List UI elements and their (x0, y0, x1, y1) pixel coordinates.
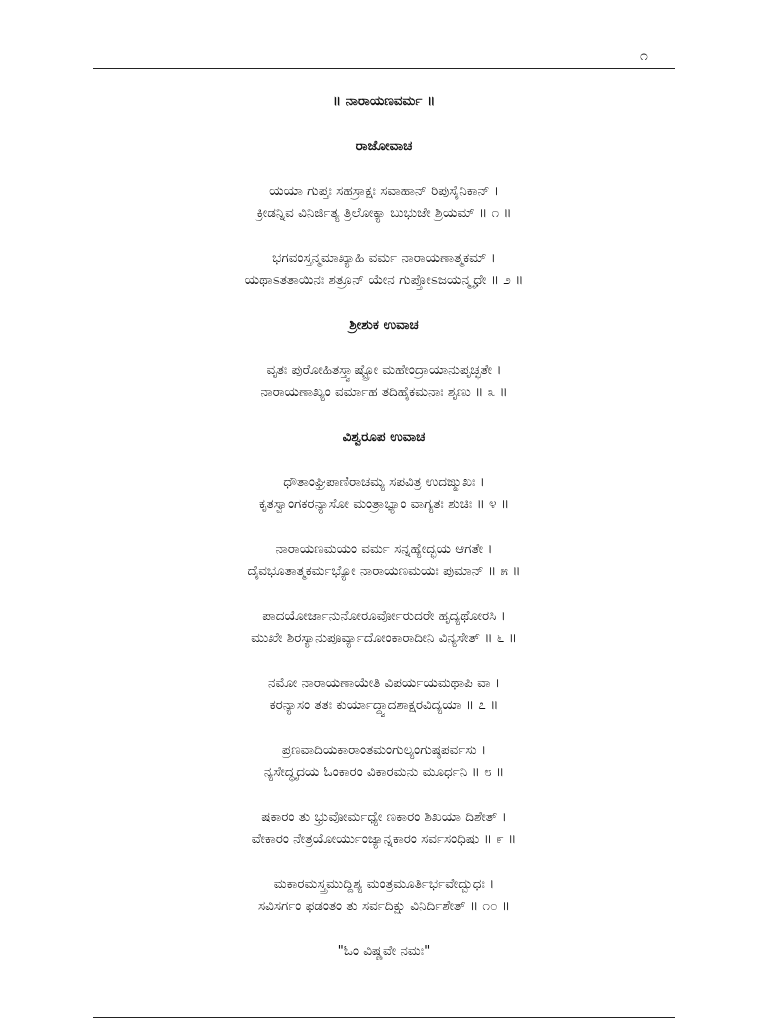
verse-line: ಯಥಾಽತತಾಯಿನಃ ಶತ್ರೂನ್ ಯೇನ ಗುಪ್ತೋಽಜಯನ್ಮೃಧೇ ॥ ೨ ॥ (244, 272, 524, 288)
verse-block (93, 605, 675, 649)
verse-line: ಧೌತಾಂಘ್ರಿಪಾಣಿರಾಚಮ್ಯ ಸಪವಿತ್ರ ಉದಙ್ಮುಖಃ । (283, 474, 485, 490)
block-spacer (93, 224, 675, 247)
verse-line: ನ್ಯಸೇದ್ಧೃದಯ ಓಂಕಾರಂ ವಿಕಾರಮನು ಮೂರ್ಧನಿ ॥ ೮ ॥ (263, 764, 505, 780)
heading-text: ರಾಜೋವಾಚ (355, 138, 413, 154)
verse-block (93, 359, 675, 403)
verse-block (93, 471, 675, 515)
verse-line: ಕರನ್ಯಾಸಂ ತತಃ ಕುರ್ಯಾದ್ದ್ವಾದಶಾಕ್ಷರವಿದ್ಯಯಾ ॥ ೭ ॥ (269, 697, 499, 713)
verse-line: ಷಕಾರಂ ತು ಭ್ರುವೋರ್ಮಧ್ಯೇ ಣಕಾರಂ ಶಿಖಯಾ ದಿಶೇತ್ । (261, 809, 507, 825)
verse-block (93, 538, 675, 582)
verse-line: ಪಾದಯೋರ್ಜಾನುನೋರೂರ್ವೋರುದರೇ ಹೃದ್ಯಥೋರಸಿ । (262, 608, 506, 624)
section-heading (93, 135, 675, 157)
verse-block (93, 672, 675, 716)
footer-rule (93, 1017, 675, 1018)
block-spacer (93, 716, 675, 739)
block-spacer (93, 515, 675, 538)
block-spacer (93, 850, 675, 873)
section-heading (93, 90, 675, 112)
section-heading (93, 314, 675, 336)
text-body (93, 90, 675, 962)
verse-line: ನಾರಾಯಣಾಖ್ಯಂ ವರ್ಮಾಹ ತದಿಹೈಕಮನಾಃ ಶೃಣು ॥ ೩ ॥ (260, 384, 508, 400)
verse-line: ಪ್ರಣವಾದಿಯಕಾರಾಂತಮಂಗುಲ್ಯಂಗುಷ್ಠಪರ್ವಸು । (281, 742, 487, 758)
block-spacer (93, 112, 675, 135)
verse-line: "ಓಂ ವಿಷ್ಣವೇ ನಮಃ" (337, 943, 431, 959)
block-spacer (93, 157, 675, 180)
verse-line: ಕೃತಸ್ವಾಂಗಕರನ್ಯಾಸೋ ಮಂತ್ರಾಭ್ಯಾಂ ವಾಗ್ಯತಃ ಶುಚಿಃ ॥ ೪ ॥ (258, 496, 510, 512)
block-spacer (93, 448, 675, 471)
verse-line: ವೇಕಾರಂ ನೇತ್ರಯೋರ್ಯುಂಜ್ಯಾನ್ನಕಾರಂ ಸರ್ವಸಂಧಿಷು ॥ ೯ ॥ (251, 831, 517, 847)
verse-line: ಕ್ರೀಡನ್ನಿವ ವಿನಿರ್ಜಿತ್ಯ ತ್ರಿಲೋಕ್ಯಾ ಬುಭುಜೇ ಶ್ರಿಯಮ್ ॥ ೧ ॥ (256, 205, 512, 221)
block-spacer (93, 582, 675, 605)
block-spacer (93, 649, 675, 672)
heading-text: ಶ್ರೀಶುಕ ಉವಾಚ (349, 317, 419, 333)
heading-text: ವಿಶ್ವರೂಪ ಉವಾಚ (342, 429, 426, 445)
verse-line: ಮುಖೇ ಶಿರಸ್ಯಾನುಪೂರ್ವ್ಯಾದೋಂಕಾರಾದೀನಿ ವಿನ್ಯಸೇತ್ ॥ ೬ ॥ (251, 630, 517, 646)
verse-line: ಭಗವಂಸ್ತನ್ಮಮಾಖ್ಯಾಹಿ ವರ್ಮ ನಾರಾಯಣಾತ್ಮಕಮ್ । (272, 250, 496, 266)
verse-line: ದೈವಭೂತಾತ್ಮಕರ್ಮಭ್ಯೋ ನಾರಾಯಣಮಯಃ ಪುಮಾನ್ ॥ ೫ ॥ (247, 563, 521, 579)
block-spacer (93, 291, 675, 314)
verse-line: ಯಯಾ ಗುಪ್ತಃ ಸಹಸ್ರಾಕ್ಷಃ ಸವಾಹಾನ್ ರಿಪುಸೈನಿಕಾನ್ । (269, 183, 499, 199)
page-number: ೧ (640, 48, 648, 64)
verse-line: ನಾರಾಯಣಮಯಂ ವರ್ಮ ಸನ್ನಹ್ಯೇದ್ಭಯ ಆಗತೇ । (275, 541, 493, 557)
block-spacer (93, 336, 675, 359)
heading-text: ॥ ನಾರಾಯಣವರ್ಮ ॥ (332, 93, 436, 109)
verse-block (93, 739, 675, 783)
verse-block (93, 806, 675, 850)
block-spacer (93, 403, 675, 426)
block-spacer (93, 917, 675, 940)
verse-block (93, 180, 675, 224)
verse-line: ನಮೋ ನಾರಾಯಣಾಯೇತಿ ವಿಪರ್ಯಯಮಥಾಪಿ ವಾ । (268, 675, 500, 691)
verse-line: ಸವಿಸರ್ಗಂ ಫಡಂತಂ ತು ಸರ್ವದಿಕ್ಷು ವಿನಿರ್ದಿಶೇತ್ ॥ ೧೦ ॥ (257, 898, 511, 914)
verse-block (93, 940, 675, 962)
section-heading (93, 426, 675, 448)
verse-block (93, 247, 675, 291)
block-spacer (93, 783, 675, 806)
verse-line: ಮಕಾರಮಸ್ತ್ರಮುದ್ದಿಶ್ಯ ಮಂತ್ರಮೂರ್ತಿರ್ಭವೇದ್ಬುಧಃ । (273, 876, 495, 892)
header-rule (93, 68, 675, 69)
verse-line: ವೃತಃ ಪುರೋಹಿತಸ್ತ್ವಾಷ್ಟ್ರೋ ಮಹೇಂದ್ರಾಯಾನುಪೃಚ್ಛತೇ । (266, 362, 502, 378)
verse-block (93, 873, 675, 917)
